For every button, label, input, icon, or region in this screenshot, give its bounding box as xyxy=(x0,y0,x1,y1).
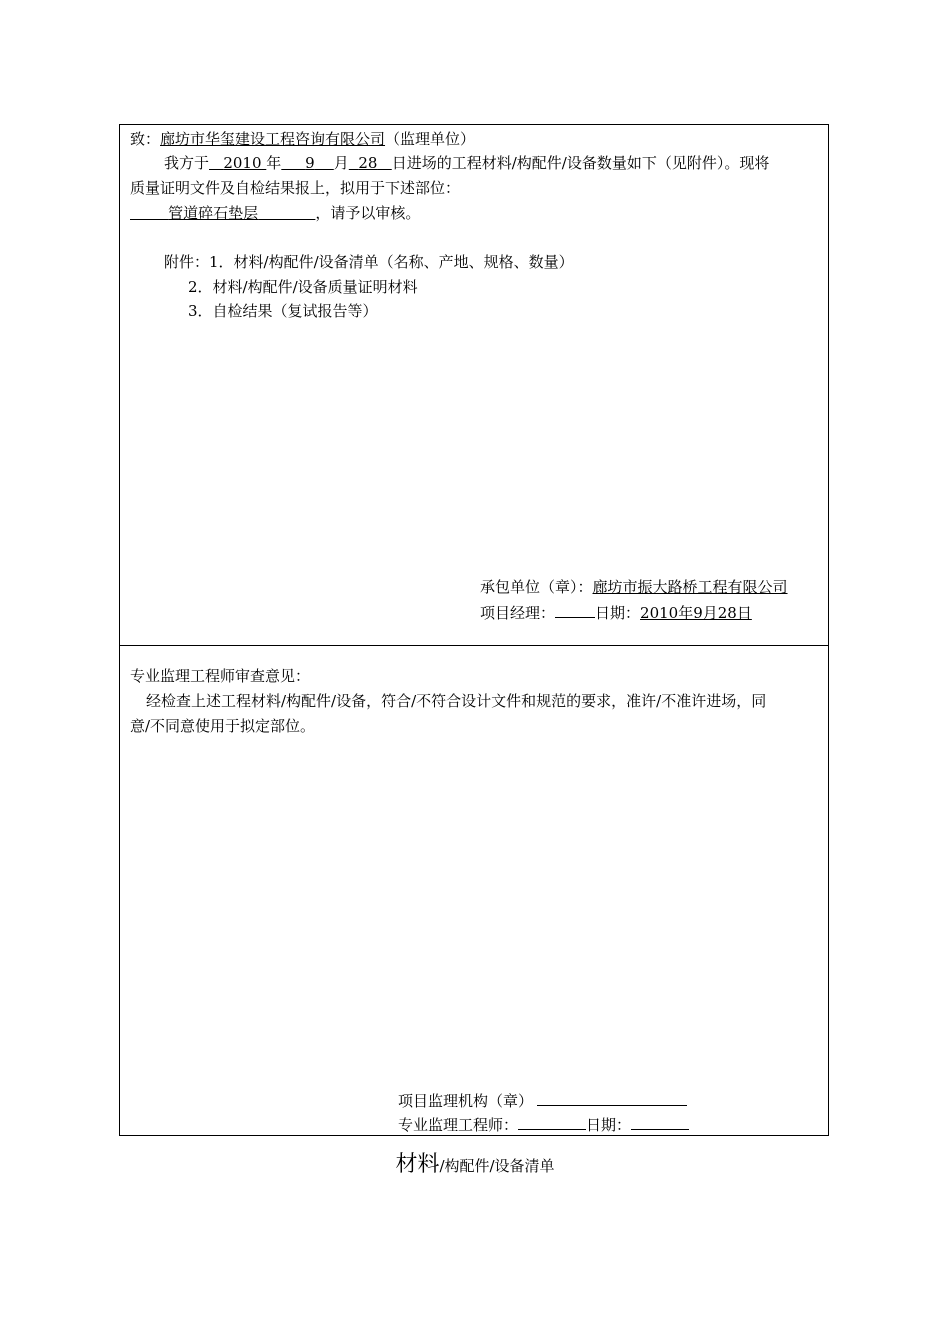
entry-year xyxy=(209,154,266,172)
manager-signature-blank xyxy=(555,602,595,618)
attachment-2: 2．材料/构配件/设备质量证明材料 xyxy=(188,278,418,296)
location-line xyxy=(130,203,420,223)
opinion-line-1: 经检查上述工程材料/构配件/设备，符合/不符合设计文件和规范的要求，准许/不准许进场，同 xyxy=(146,692,767,710)
materials-list-title-main: 材料 xyxy=(395,1152,440,1177)
materials-list-title-rest: /构配件/设备清单 xyxy=(439,1157,555,1175)
entry-year-value: 2010 xyxy=(223,154,262,172)
engineer-signature-blank xyxy=(518,1114,586,1130)
contractor-label: 承包单位（章）： xyxy=(480,578,593,596)
manager-date-line xyxy=(480,602,752,623)
entry-text-c: 月 xyxy=(333,154,349,172)
supervision-org-blank xyxy=(537,1090,687,1106)
supervision-org-line xyxy=(398,1090,687,1111)
review-date-label: 日期： xyxy=(586,1116,632,1134)
entry-month xyxy=(281,154,333,172)
contractor-line xyxy=(480,577,788,597)
attachment-1: 附件：1．材料/构配件/设备清单（名称、产地、规格、数量） xyxy=(164,253,574,271)
entry-day xyxy=(349,154,392,172)
review-date-blank xyxy=(631,1114,689,1130)
entry-text-a: 我方于 xyxy=(164,154,210,172)
supervision-company: 廊坊市华玺建设工程咨询有限公司 xyxy=(160,130,386,148)
review-request: ，请予以审核。 xyxy=(315,204,421,222)
intended-location xyxy=(130,204,315,222)
engineer-date-line xyxy=(398,1114,689,1135)
materials-list-title xyxy=(0,1151,950,1180)
approval-form-table xyxy=(119,124,829,1136)
engineer-label: 专业监理工程师： xyxy=(398,1116,519,1134)
entry-month-value: 9 xyxy=(305,154,315,172)
review-section xyxy=(120,646,828,1135)
addressee-prefix: 致： xyxy=(130,130,161,148)
contractor-date-value: 2010年9月28日 xyxy=(640,604,752,622)
intended-location-value: 管道碎石垫层 xyxy=(168,204,259,222)
entry-day-value: 28 xyxy=(358,154,378,172)
addressee-suffix: （监理单位） xyxy=(385,130,476,148)
manager-label: 项目经理： xyxy=(480,604,556,622)
opinion-line-2: 意/不同意使用于拟定部位。 xyxy=(130,717,316,735)
entry-date-line xyxy=(164,153,769,173)
contractor-date-label: 日期： xyxy=(595,604,641,622)
contractor-name: 廊坊市振大路桥工程有限公司 xyxy=(592,578,788,596)
proof-line: 质量证明文件及自检结果报上，拟用于下述部位： xyxy=(130,179,461,197)
supervision-org-label: 项目监理机构（章） xyxy=(398,1092,534,1110)
addressee-line xyxy=(130,129,475,149)
entry-text-d: 日进场的工程材料/构配件/设备数量如下（见附件）。现将 xyxy=(391,154,770,172)
entry-text-b: 年 xyxy=(266,154,282,172)
application-section xyxy=(120,125,828,646)
opinion-title: 专业监理工程师审查意见： xyxy=(130,667,311,685)
attachment-3: 3．自检结果（复试报告等） xyxy=(188,302,378,320)
